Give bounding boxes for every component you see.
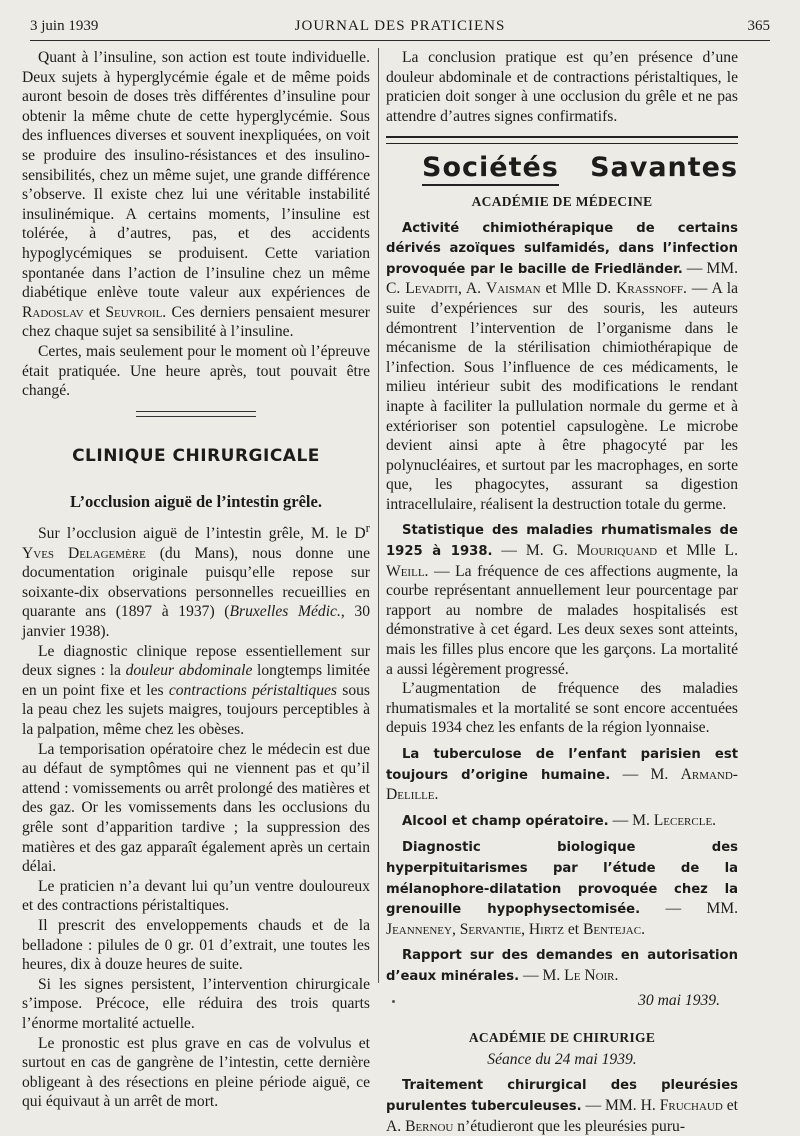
section-rule xyxy=(386,136,738,144)
page-number: 365 xyxy=(747,18,770,34)
column-divider xyxy=(378,48,379,983)
entry-jeanneney: Diagnostic biologique des hyperpituitarismes par l’étude de la mélanophore-dilatation provoquée chez la grenouille hypophysectomisée. — MM. Jeanneney, Servantie, Hirtz et Bentejac. xyxy=(386,840,738,938)
session-date: 30 mai 1939. xyxy=(638,991,720,1009)
societes-savantes-title: Sociétés Savantes xyxy=(422,158,738,178)
augmentation-paragraph: L’augmentation de fréquence des maladies rhumatismales et la mortalité se sont encore accentuées depuis 1934 chez les enfants de la région lyonnaise. xyxy=(386,680,738,737)
insuline-paragraph: Quant à l’insuline, son action est toute individuelle. Deux sujets à hyperglycémie égale et de même poids auront besoin de doses très différentes d’insuline pour obtenir la même chute de cette hyperglycémie. Sous des influences diverses et souvent inexpliquées, on voit se produire des insulino-résistances et des insulino-sensibilités, chez un même sujet, une grande différence s’observe. Il existe chez lui une véritable instabilité insulinémique. A certains moments, l’insuline est tolérée, à d’autres, pas, et des accidents hypoglycémiques se produisent. Cette variation spontanée dans l’action de l’insuline chez un même diabétique enlève toute valeur aux expériences de Radoslav et Seuvroil. Ces derniers pensaient mesurer chez chaque sujet sa sensibilité à l’insuline. xyxy=(22,49,370,341)
seance-date: Séance du 24 mai 1939. xyxy=(487,1050,637,1068)
separator-rule xyxy=(136,411,256,417)
entry-armand-delille: La tuberculose de l’enfant parisien est toujours d’origine humaine. — M. Armand-Delille. xyxy=(386,747,738,804)
page-mark xyxy=(392,1000,395,1003)
intro-paragraph: Sur l’occlusion aiguë de l’intestin grêle, M. le $D^r$ Yves Delagemère (du Mans), nous donne une documentation originale puisqu’elle repose sur soixante-dix observations personnelles recueillies en quarante ans (1897 à 1937) (Bruxelles Médic., 30 janvier 1938). xyxy=(22,519,370,641)
pronostic-paragraph: Le pronostic est plus grave en cas de volvulus et surtout en cas de gangrène de l’intestin, cette dernière obligeant à des résections en pleine période aiguë, ce qui équivaut à un arrêt de mort. xyxy=(22,1034,370,1111)
signes-paragraph: Si les signes persistent, l’intervention chirurgicale s’impose. Précoce, elle réduira des trois quarts l’énorme mortalité actuelle. xyxy=(22,975,370,1032)
entry-fruchaud: Traitement chirurgical des pleurésies purulentes tuberculeuses. — MM. H. Fruchaud et A. Bernou n’étudieront que les pleurésies puru- xyxy=(386,1078,738,1135)
academie-chirurgie-heading: ACADÉMIE DE CHIRURIGE xyxy=(468,1030,656,1046)
temporisation-paragraph: La temporisation opératoire chez le médecin est due au défaut de symptômes qui ne viennent pas et qu’il attend : vomissements ou arrêt prolongé des matières et des gaz. Or les vomissements dans les occlusions du grêle sont d’apparition tardive ; la suppression des matières et des gaz apparaît également après un certain délai. xyxy=(22,740,370,876)
entry-lecercle: Alcool et champ opératoire. — M. Lecercle. xyxy=(402,811,717,829)
left-column xyxy=(22,48,370,1112)
issue-date: 3 juin 1939 xyxy=(30,18,99,34)
journal-title: JOURNAL DES PRATICIENS xyxy=(294,18,506,34)
article-title: L’occlusion aiguë de l’intestin grêle. xyxy=(70,492,322,512)
diagnostic-paragraph: Le diagnostic clinique repose essentiellement sur deux signes : la douleur abdominale longtemps limitée en un point fixe et les contractions péristaltiques sous la peau chez les sujets maigres, toujours perceptibles à la palpation, même chez les obèses. xyxy=(22,642,370,738)
prescription-paragraph: Il prescrit des enveloppements chauds et de la belladone : pilules de 0 gr. 01 d’extrait, une toutes les heures, dix à douze heures de suite. xyxy=(22,916,370,974)
conclusion-paragraph: La conclusion pratique est qu’en présence d’une douleur abdominale et de contractions péristaltiques, le praticien doit songer à une occlusion du grêle et ne pas attendre d’autres signes confirmatifs. xyxy=(386,49,738,125)
entry-le-noir: Rapport sur des demandes en autorisation d’eaux minérales. — M. Le Noir. xyxy=(386,948,738,984)
academie-medecine-heading: ACADÉMIE DE MÉDECINE xyxy=(471,193,653,209)
certes-paragraph: Certes, mais seulement pour le moment où l’épreuve était pratiquée. Une heure après, tout pouvait être changé. xyxy=(22,342,370,400)
right-column xyxy=(386,48,738,1136)
entry-levaditi: Activité chimiothérapique de certains dérivés azoïques sulfamidés, dans l’infection provoquée par le bacille de Friedländer. — MM. C. Levaditi, A. Vaisman et Mlle D. Krassnoff. — A la suite d’expériences sur des souris, les auteurs démontrent l’intervention de l’organisme dans le mécanisme de la stérilisation chimiothérapique de l’infection. Sous l’influence de ces médicaments, le milieu intérieur subit des modifications le rendant inapte à faciliter la pullulation normale du germe et à extérioriser son potentiel capsulogène. Le microbe devient ainsi apte à être phagocyté par les polynucléaires, et surtout par les macrophages, en sorte que, les phagocytes, assurant sa digestion intracellulaire, réalisent la destruction totale du germe. xyxy=(386,220,738,513)
section-title: CLINIQUE CHIRURGICALE xyxy=(72,445,320,466)
entry-mouriquand: Statistique des maladies rhumatismales de 1925 à 1938. — M. G. Mouriquand et Mlle L. Weill. — La fréquence de ces affections augmente, la courbe représentant annuellement leur pourcentage par rapport au nombre de malades hospitalisés est démonstrative à cet égard. Les deux sexes sont atteints, mais les filles plus encore que les garçons. La mortalité a aussi légèrement progressé. xyxy=(386,523,738,678)
page-header xyxy=(30,12,770,41)
praticien-paragraph: Le praticien n’a devant lui qu’un ventre douloureux et des contractions péristaltiques. xyxy=(22,877,370,915)
